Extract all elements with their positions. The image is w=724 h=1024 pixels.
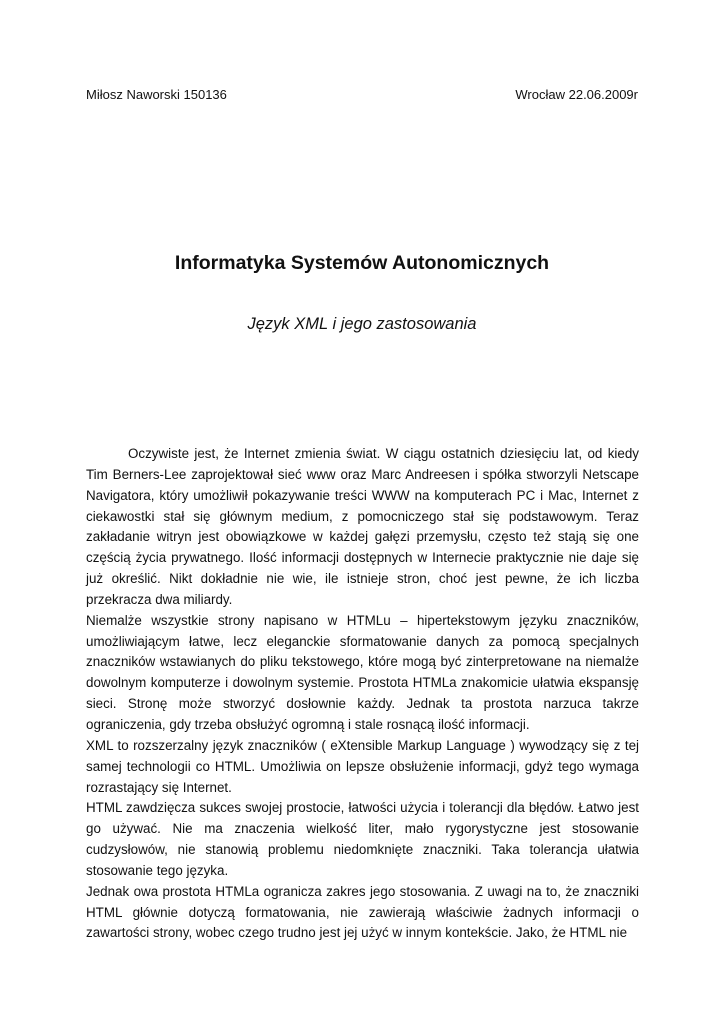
document-title: Informatyka Systemów Autonomicznych — [174, 252, 550, 274]
paragraph-1: Oczywiste jest, że Internet zmienia świat. W ciągu ostatnich dziesięciu lat, od kiedy Tim Berners-Lee zaprojektował sieć www oraz Marc Andreesen i spółka stworzyli Netscape Navigatora, który umożliwił pokazywanie treści WWW na komputerach PC i Mac, Internet z ciekawostki stał się głównym medium, z pomocniczego stał się podstawowym. Teraz zakładanie witryn jest obowiązkowe w każdej gałęzi przemysłu, często też stają się one częścią życia prywatnego. Ilość informacji dostępnych w Internecie praktycznie nie daje się już określić. Nikt dokładnie nie wie, ile istnieje stron, choć jest pewne, że ich liczba przekracza dwa miliardy. — [86, 446, 639, 607]
paragraph-2: Niemalże wszystkie strony napisano w HTMLu – hipertekstowym języku znaczników, umożliwiającym łatwe, lecz eleganckie sformatowanie danych za pomocą specjalnych znaczników wstawianych do pliku tekstowego, które mogą być zinterpretowane na niemalże dowolnym komputerze i dowolnym systemie. Prostota HTMLa znakomicie ułatwia ekspansję sieci. Stronę może stworzyć dosłownie każdy. Jednak ta prostota narzuca takrze ograniczenia, gdy trzeba obsłużyć ogromną i stale rosnącą ilość informacji. — [86, 612, 639, 732]
body-text — [86, 444, 639, 944]
page-header — [86, 86, 638, 104]
document-subtitle: Język XML i jego zastosowania — [247, 315, 477, 333]
place-date: Wrocław 22.06.2009r — [515, 87, 638, 102]
paragraph-4: HTML zawdzięcza sukces swojej prostocie, łatwości użycia i tolerancji dla błędów. Łatwo jest go używać. Nie ma znaczenia wielkość liter, mało rygorystyczne jest stosowanie cudzysłowów, nie stanowią problemu niedomknięte znaczniki. Taka tolerancja ułatwia stosowanie tego języka. — [86, 800, 639, 878]
author-name: Miłosz Naworski 150136 — [86, 87, 227, 102]
paragraph-5: Jednak owa prostota HTMLa ogranicza zakres jego stosowania. Z uwagi na to, że znaczniki HTML głównie dotyczą formatowania, nie zawierają właściwie żadnych informacji o zawartości strony, wobec czego trudno jest jej użyć w innym kontekście. Jako, że HTML nie — [86, 883, 639, 941]
paragraph-3: XML to rozszerzalny język znaczników ( eXtensible Markup Language ) wywodzący się z tej samej technologii co HTML. Umożliwia on lepsze obsłużenie informacji, gdyż tego wymaga rozrastający się Internet. — [86, 737, 639, 795]
